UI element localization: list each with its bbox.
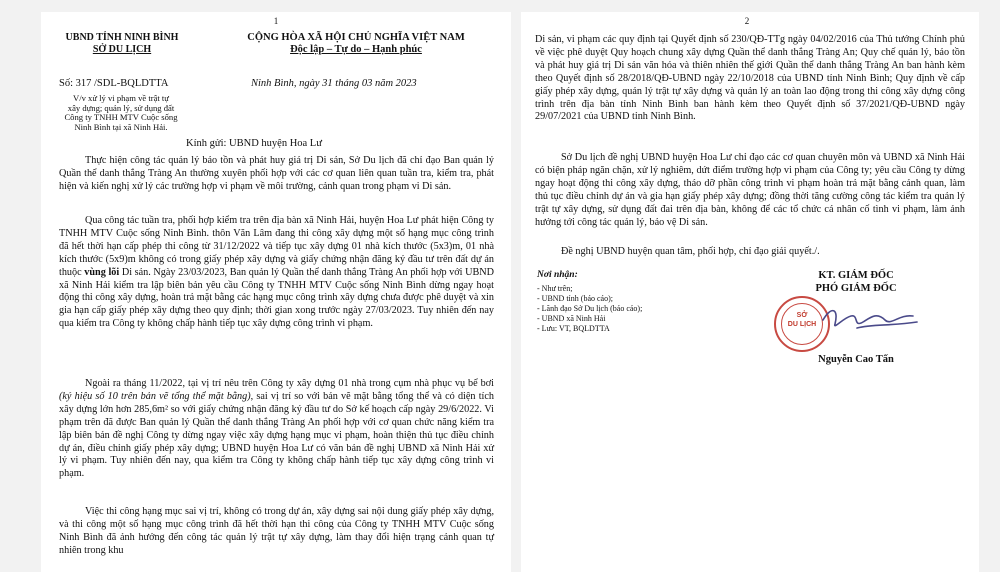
recipient-item: - Lãnh đạo Sở Du lịch (báo cáo); — [537, 304, 643, 313]
paragraph-text: Di sản. Ngày 23/03/2023, Ban quản lý Quần thể danh thắng Tràng An phối hợp với UBND xã Ninh Hải kiểm tra lập biên bản yêu cầu Công ty TNHH MTV Cuộc sống Ninh Bình dừng ngay hoạt động thi công xây dựng, hoàn trả mặt bằng các hạng mục công trình xây dựng chưa được phê duyệt và xin gia hạn cấp giấy phép xây dựng theo quy định; thời gian xong trước ngày 27/03/2023. Tuy nhiên đến nay qua kiểm tra Công ty không chấp hành tiếp tục xây dựng công trình vi phạm. — [59, 266, 494, 330]
subject-line: Công ty TNHH MTV Cuộc sống — [64, 112, 178, 123]
signature-title-1: KT. GIÁM ĐỐC — [818, 270, 894, 281]
subject-line: V/v xử lý vi phạm về trật tự — [73, 93, 169, 103]
national-title: CỘNG HÒA XÃ HỘI CHỦ NGHĨA VIỆT NAM — [247, 32, 465, 43]
place-date: Ninh Bình, ngày 31 tháng 03 năm 2023 — [251, 78, 417, 89]
recipient-item: - UBND xã Ninh Hải — [537, 314, 606, 323]
seal-text: SỞ — [796, 312, 808, 319]
body-paragraph-3 — [59, 378, 494, 481]
paragraph-text: Thực hiện công tác quản lý bảo tồn và phát huy giá trị Di sản, Sở Du lịch đã chỉ đạo Ban quản lý Quần thể danh thắng Tràng An thường xuyên phối hợp với các cơ quan liên quan tuần tra, kiểm tra, phát hiện và kiến nghị xử lý các trường hợp vi phạm về môi trường, cảnh quan trong phạm vi Di sản. — [59, 155, 494, 192]
recipients-list — [537, 284, 642, 334]
body-paragraph-4 — [59, 506, 494, 558]
paragraph-text: Ngoài ra tháng 11/2022, tại vị trí nêu trên Công ty xây dựng 01 nhà trong cụm nhà phục vụ bể bơi — [85, 378, 494, 389]
signature-title-2: PHÓ GIÁM ĐỐC — [815, 283, 897, 294]
body-paragraph-5 — [535, 34, 965, 124]
document-subject — [55, 94, 187, 132]
paragraph-text: Qua công tác tuần tra, phối hợp kiểm tra trên địa bàn xã Ninh Hải, huyện Hoa Lư phát hiện Công ty TNHH MTV Cuộc sống Ninh Bình. thôn Văn Lâm đang thi công xây dựng một số hạng mục công trình đã hết thời hạn cấp phép thi công từ 31/12/2022 và tiếp tục xây dựng 01 nhà kích thước (5x3)m, 01 nhà kích thước (5x9)m không có trong giấy phép xây dựng và giấy chứng nhận đăng ký đầu tư trên đất dự án thuộc — [59, 215, 494, 278]
paragraph-text: Sở Du lịch đề nghị UBND huyện Hoa Lư chỉ đạo các cơ quan chuyên môn và UBND xã Ninh Hải có biện pháp ngăn chặn, xử lý nghiêm, dứt điểm trường hợp vi phạm của Công ty; yêu cầu Công ty dừng ngay hoạt động thi công xây dựng, tháo dỡ phần công trình vi phạm hoàn trả mặt bằng cảnh quan, làm thủ tục điều chỉnh dự án và gia hạn giấy phép xây dựng; đồng thời tăng cường công tác kiểm tra quản lý trật tự xây dựng, sử dụng đất đai trên địa bàn, không để các tổ chức cá nhân cố tình vi phạm, làm ảnh hưởng tới công tác quản lý, bảo vệ Di sản. — [535, 152, 965, 228]
issuing-department: SỞ DU LỊCH — [92, 44, 152, 55]
paragraph-text: , sai vị trí so với bản vẽ mặt bằng tổng thể và có diện tích xây dựng lớn hơn 285,6m² so với giấy chứng nhận đăng ký đầu tư do Sở kế hoạch cấp ngày 29/6/2022. Vi phạm trên đã được Ban quản lý Quần thể danh thắng Tràng An phối hợp với cơ quan chức năng kiểm tra lập biên bản đề nghị Công ty dừng ngay việc xây dựng hạng mục vi phạm, hoàn thiện thủ tục điều chỉnh dự án, điều chỉnh giấy phép xây dựng; UBND huyện Hoa Lư có văn bản đề nghị UBND xã Ninh Hải xử lý vi phạm. Tuy nhiên đến nay, qua kiểm tra Công ty không chấp hành tiếp tục xây dựng công trình vi phạm. — [59, 390, 494, 480]
body-paragraph-6 — [535, 152, 965, 229]
national-motto: Độc lập – Tự do – Hạnh phúc — [290, 44, 422, 55]
handwritten-signature — [817, 298, 927, 338]
recipient-item: - UBND tỉnh (báo cáo); — [537, 294, 613, 303]
document-number: Số: 317 /SDL-BQLDTTA — [59, 78, 169, 89]
issuing-authority: UBND TỈNH NINH BÌNH — [65, 32, 179, 43]
recipient-item: - Như trên; — [537, 284, 573, 293]
subject-line: xây dựng; quản lý, sử dụng đất — [67, 102, 175, 113]
page-number: 1 — [273, 16, 279, 26]
page-number: 2 — [744, 16, 750, 26]
recipients-title: Nơi nhận: — [537, 270, 578, 280]
body-paragraph-1 — [59, 155, 494, 194]
paragraph-text: Việc thi công hạng mục sai vị trí, không có trong dự án, xây dựng sai nội dung giấy phép xây dựng, và thi công một số hạng mục công trình đã hết thời hạn thi công của Công ty TNHH MTV Cuộc sống Ninh Bình đã ảnh hưởng đến công tác quản lý trật tự xây dựng, làm thay đổi hiện trạng cảnh quan tự nhiên trong khu — [59, 506, 494, 556]
paragraph-text: Di sản, vi phạm các quy định tại Quyết định số 230/QĐ-TTg ngày 04/02/2016 của Thủ tướng Chính phủ về việc phê duyệt Quy hoạch chung xây dựng Quần thể danh thắng Tràng An; Quy chế quản lý, bảo tồn và phát huy giá trị Di sản văn hóa và thiên nhiên thế giới Quần thể danh thắng Tràng An ban hành kèm theo Quyết định số 28/2018/QĐ-UBND ngày 22/10/2018 của UBND tỉnh Ninh Bình; Quy định về cấp giấy phép xây dựng, quản lý trật tự xây dựng và quản lý an toàn lao động trong thi công xây dựng công trình trên địa bàn tỉnh Ninh Bình ban hành kèm theo Quyết định số 37/2021/QĐ-UBND ngày 29/07/2021 của UBND tỉnh Ninh Bình. — [535, 34, 965, 123]
body-paragraph-2 — [59, 215, 494, 331]
seal-text: DU LỊCH — [787, 321, 817, 328]
subject-line: Ninh Bình tại xã Ninh Hải. — [74, 121, 168, 132]
paragraph-text: Đề nghị UBND huyện quan tâm, phối hợp, chỉ đạo giải quyết./. — [561, 246, 820, 257]
document-page-1 — [41, 12, 511, 572]
emphasis-text: (ký hiệu số 10 trên bản vẽ tổng thể mặt bằng) — [59, 390, 251, 402]
document-page-2 — [521, 12, 979, 572]
body-paragraph-7 — [535, 246, 965, 259]
recipient-item: - Lưu: VT, BQLDTTA — [537, 324, 610, 333]
recipient-line: Kính gửi: UBND huyện Hoa Lư — [186, 138, 322, 149]
signer-name: Nguyễn Cao Tấn — [818, 354, 894, 365]
emphasis-text: vùng lõi — [84, 266, 120, 278]
